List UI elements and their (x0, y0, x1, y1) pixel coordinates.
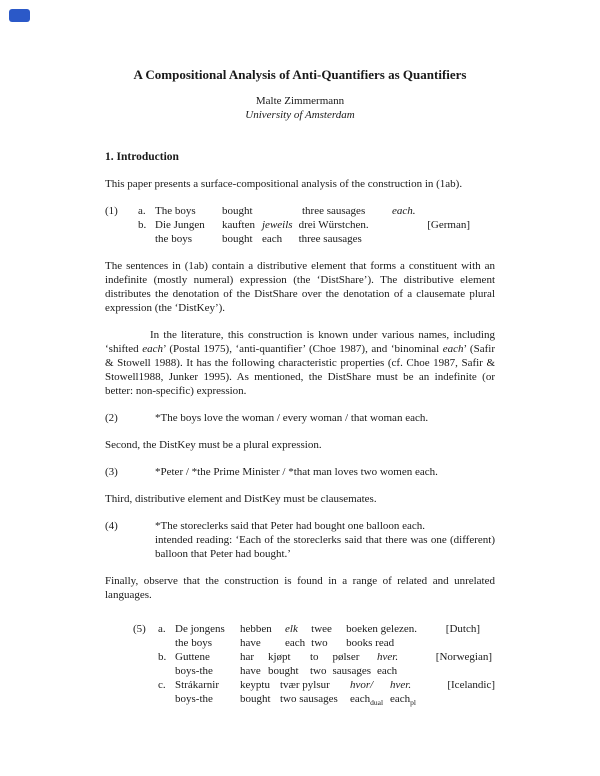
gloss-pair: pølser sausages (332, 651, 371, 677)
gloss-pair: kjøpt bought (268, 651, 299, 677)
gloss-word: The boys (155, 205, 196, 217)
paragraph-3-text: ’ (Safir & Stowell 1988). It has the following characteristic properties (cf. Choe 1987, Safir & Stowell1988, Junker 1995). As mentioned, the DistShare must be an indefinite (or better: non-specific) expression. (105, 343, 495, 397)
paper-title: A Compositional Analysis of Anti-Quantifiers as Quantifiers (133, 67, 467, 82)
example-2-number: (2) (105, 412, 118, 424)
language-tag-german: [German] (427, 219, 470, 231)
example-4-number: (4) (105, 520, 118, 532)
gloss-word: bought (222, 205, 253, 217)
example-1b-letter: b. (138, 219, 147, 231)
section-heading-introduction: 1. Introduction (105, 151, 179, 163)
gloss-pair: boeken gelezen. books read (346, 623, 418, 649)
paragraph-3 (105, 328, 495, 398)
example-5c-line (158, 678, 495, 710)
example-1a-letter: a. (138, 205, 146, 217)
italic-term-each: each (442, 343, 464, 355)
example-5a-line (158, 622, 495, 650)
example-3 (105, 465, 495, 479)
gloss-pair: hver. each$_{pl}$ (390, 679, 416, 708)
paragraph-3-text: ’ (Postal 1975), ‘anti-quantifier’ (Choe 1987), and ‘binominal (162, 343, 443, 355)
example-1-number: (1) (105, 205, 118, 217)
language-tag-icelandic: [Icelandic] (447, 679, 495, 691)
example-2-text: *The boys love the woman / every woman / that woman each. (155, 412, 429, 424)
gloss-pair: kauften bought (222, 219, 255, 245)
example-1a-line (138, 204, 495, 218)
example-4-line1: *The storeclerks said that Peter had bought one balloon each. (155, 520, 426, 532)
example-3-text: *Peter / *the Prime Minister / *that man loves two women each. (155, 466, 438, 478)
gloss-pair: drei Würstchen. three sausages (298, 219, 369, 245)
gloss-pair: Strákarnir boys-the (175, 679, 219, 705)
gloss-pair: Die Jungen the boys (155, 219, 205, 245)
gloss-pair: hvor/ each$_{dual}$ (350, 679, 384, 708)
gloss-pair: De jongens the boys (175, 623, 225, 649)
language-tag-dutch: [Dutch] (445, 623, 480, 635)
gloss-word-distributive: each. (392, 205, 416, 217)
blue-corner-icon (9, 9, 30, 22)
example-5-number: (5) (133, 623, 146, 635)
gloss-pair: elk each (285, 623, 306, 649)
paragraph-2: The sentences in (1ab) contain a distributive element that forms a constituent with an indefinite (mostly numeral) expression (the ‘DistShare’). The distributive element distributes the denotation of the DistShare over the denotation of a clausemate plural expression (the ‘DistKey’). (105, 260, 495, 314)
gloss-pair: har have (240, 651, 261, 677)
author-name: Malte Zimmermann (255, 95, 345, 107)
italic-term-each: each (142, 343, 163, 355)
paragraph-5: Third, distributive element and DistKey must be clausemates. (105, 493, 377, 505)
gloss-pair: tvær pylsur two sausages (280, 679, 338, 705)
gloss-subscript: dual (370, 698, 384, 708)
gloss-pair: to two (310, 651, 327, 677)
language-tag-norwegian: [Norwegian] (435, 651, 492, 663)
example-3-number: (3) (105, 466, 118, 478)
example-5c-letter: c. (158, 679, 166, 691)
author-affiliation: University of Amsterdam (245, 109, 355, 121)
gloss-subscript: pl (410, 698, 416, 708)
example-4 (105, 519, 495, 561)
gloss-pair: jeweils each (262, 219, 293, 245)
example-4-intended-reading: intended reading: ‘Each of the storeclerks said that there was one (different) balloon that Peter had bought.’ (155, 534, 495, 560)
gloss-pair: hebben have (240, 623, 272, 649)
example-1 (105, 204, 495, 246)
paragraph-3-text: In the literature, this construction is known under various names, including ‘shifted (105, 329, 495, 355)
paragraph-4: Second, the DistKey must be a plural expression. (105, 439, 322, 451)
example-5 (105, 622, 495, 710)
gloss-pair: hver. each (377, 651, 399, 677)
example-5a-letter: a. (158, 623, 166, 635)
paragraph-6: Finally, observe that the construction is found in a range of related and unrelated languages. (105, 575, 495, 601)
example-2 (105, 411, 495, 425)
gloss-pair: keyptu bought (240, 679, 271, 705)
example-1b-line (138, 218, 495, 246)
gloss-pair: Guttene boys-the (175, 651, 213, 677)
example-5b-letter: b. (158, 651, 167, 663)
example-5b-line (158, 650, 495, 678)
gloss-word: three sausages (302, 205, 366, 217)
gloss-pair: twee two (311, 623, 332, 649)
paragraph-1: This paper presents a surface-compositional analysis of the construction in (1ab). (105, 178, 463, 190)
